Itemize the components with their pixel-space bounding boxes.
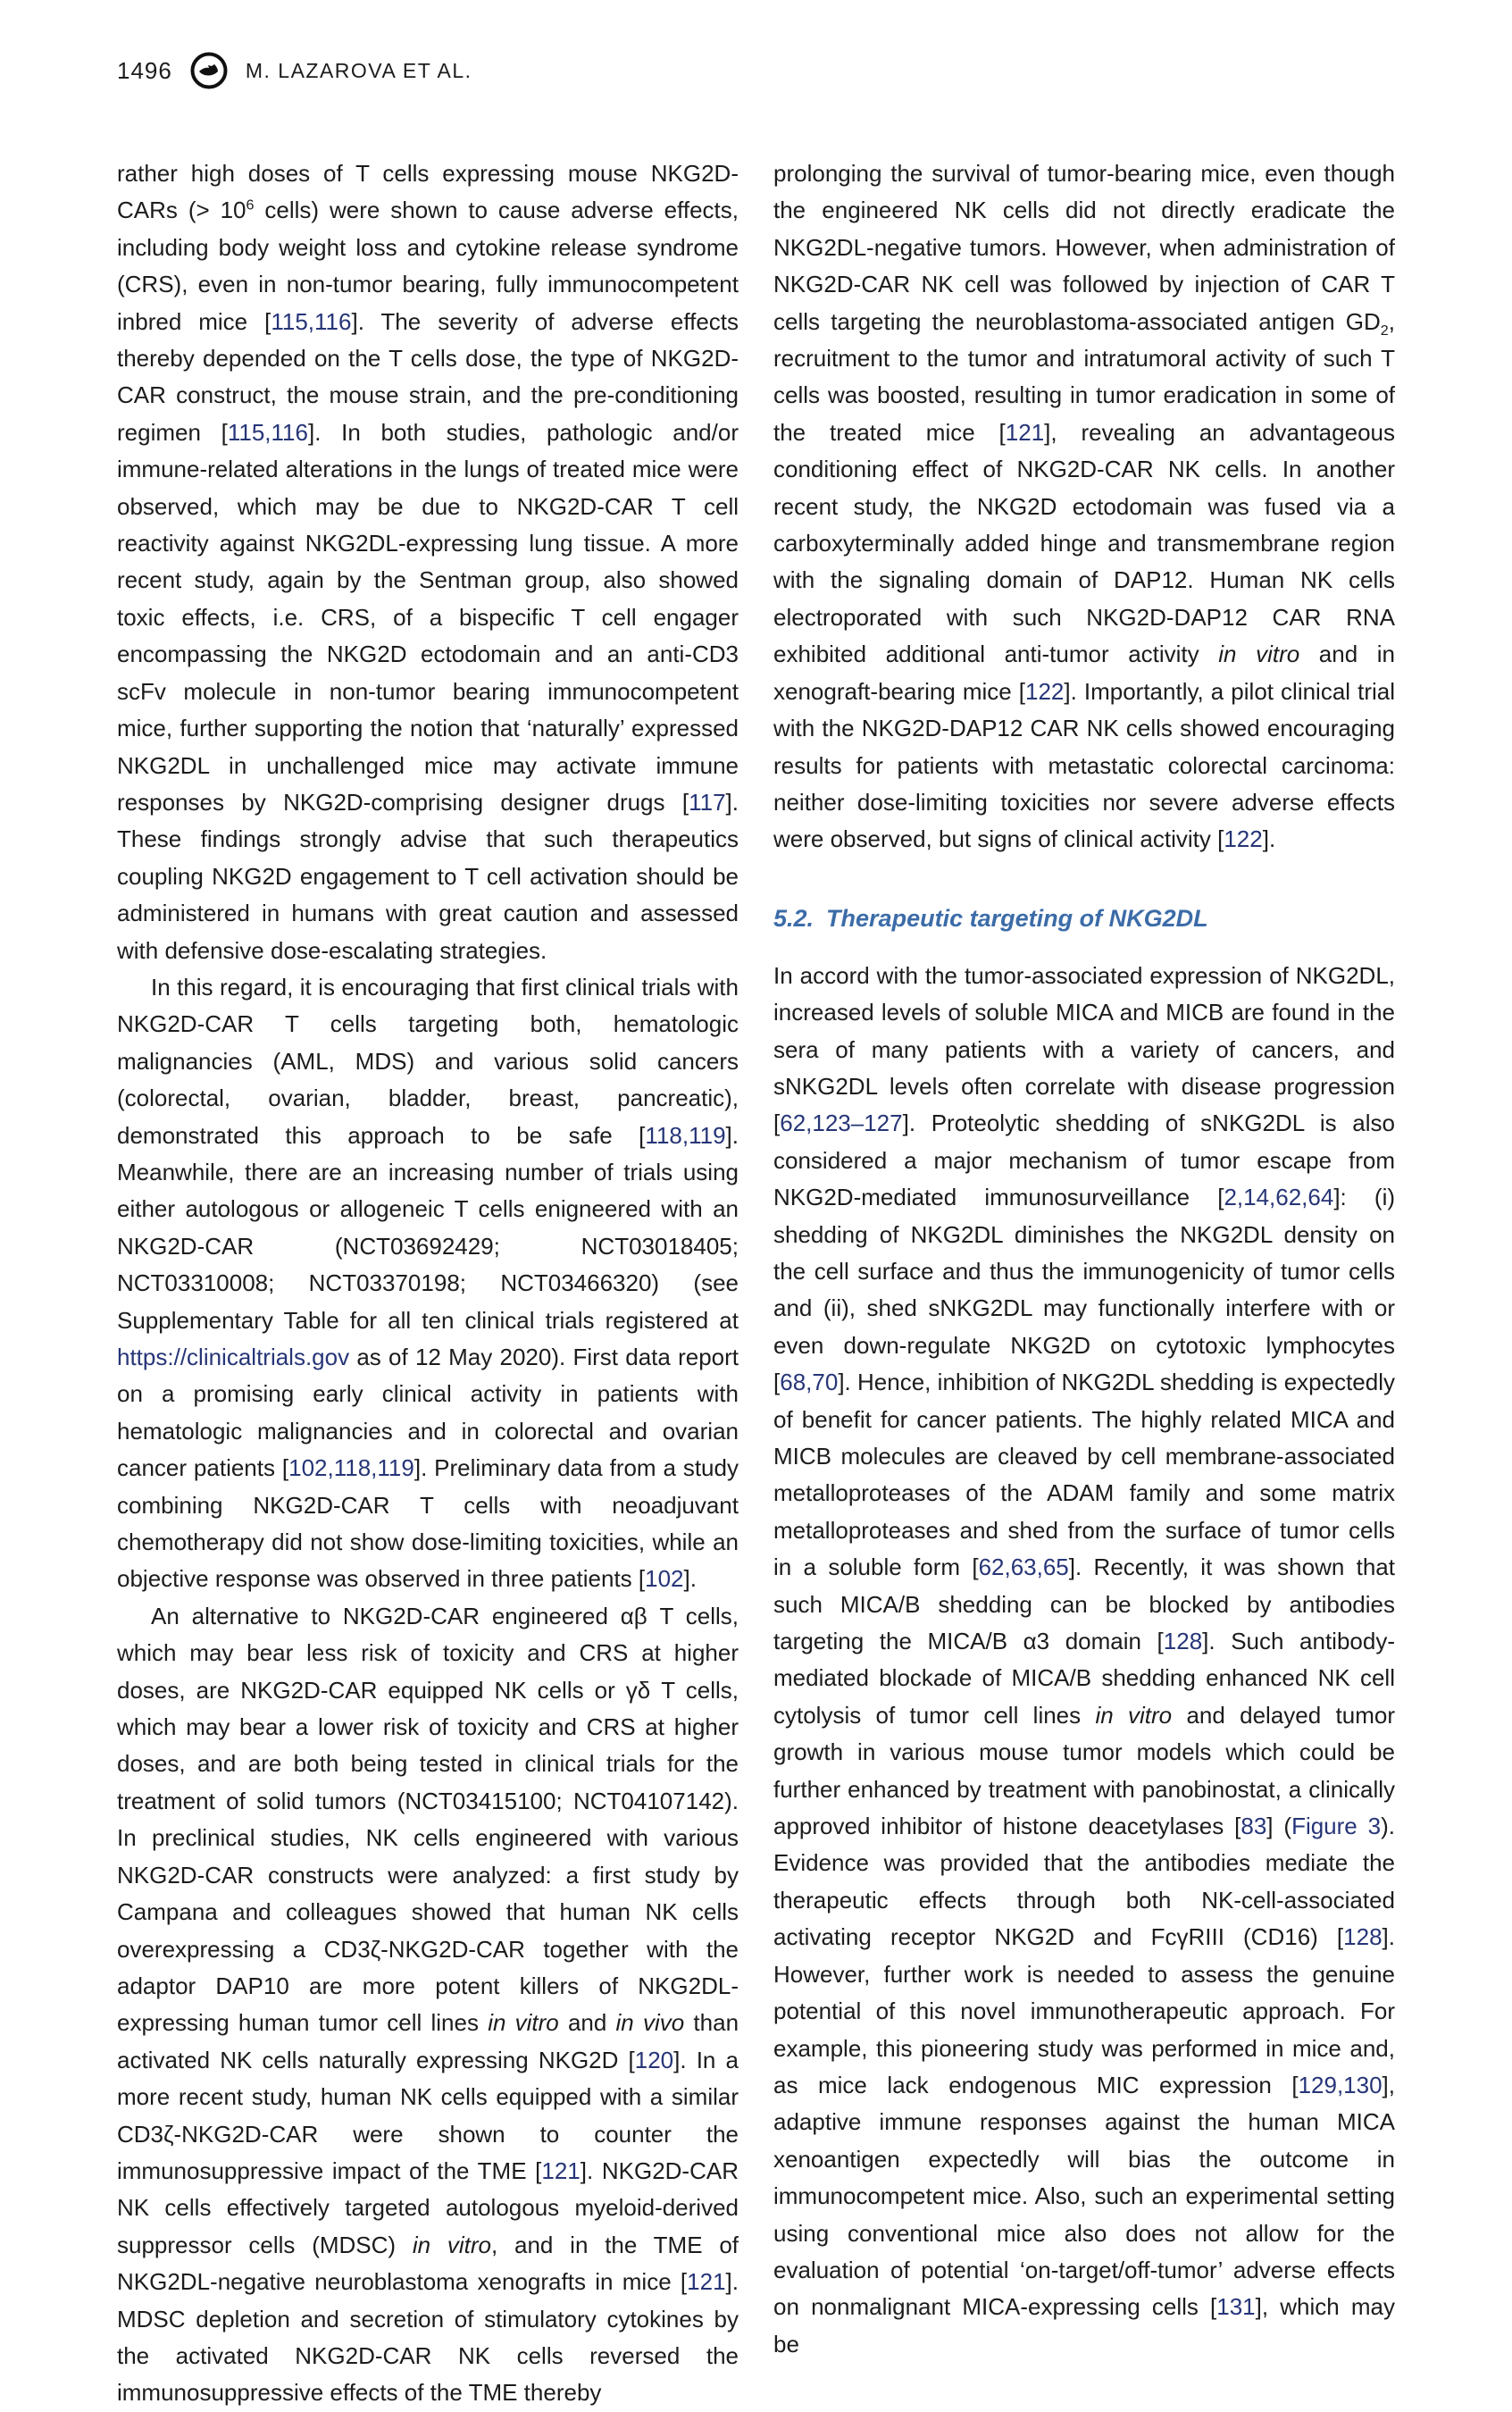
citation-link[interactable]: 62,63,65 — [978, 1554, 1069, 1581]
citation-link[interactable]: 129,130 — [1298, 2071, 1383, 2098]
citation-link[interactable]: 115,116 — [271, 307, 352, 335]
left-column — [117, 155, 739, 2412]
paragraph: An alternative to NKG2D-CAR engineered αβ T cells, which may bear less risk of toxicity and CRS at higher doses, are NKG2D-CAR equipped NK cells or γδ T cells, which may bear a lower risk of toxicity and CRS at higher doses, and are both being tested in clinical trials for the treatment of solid tumors (NCT03415100; NCT04107142). In preclinical studies, NK cells engineered with various NKG2D-CAR constructs were analyzed: a first study by Campana and colleagues showed that human NK cells overexpressing a CD3ζ-NKG2D-CAR together with the adaptor DAP10 are more potent killers of NKG2DL-expressing human tumor cell lines in vitro and in vivo than activated NK cells naturally expressing NKG2D [120]. In a more recent study, human NK cells equipped with a similar CD3ζ-NKG2D-CAR were shown to counter the immunosuppressive impact of the TME [121]. NKG2D-CAR NK cells effectively targeted autologous myeloid-derived suppressor cells (MDSC) in vitro, and in the TME of NKG2DL-negative neuroblastoma xenografts in mice [121]. MDSC depletion and secretion of stimulatory cytokines by the activated NKG2D-CAR NK cells reversed the immunosuppressive effects of the TME thereby — [117, 1602, 739, 2407]
citation-link[interactable]: 122 — [1224, 825, 1263, 853]
paragraph: prolonging the survival of tumor-bearing mice, even though the engineered NK cells did not directly eradicate the NKG2DL-negative tumors. However, when administration of NKG2D-CAR NK cell was followed by injection of CAR T cells targeting the neuroblastoma-associated antigen $GD_2$, recruitment to the tumor and intratumoral activity of such T cells was boosted, resulting in tumor eradication in some of the treated mice [121], revealing an advantageous conditioning effect of NKG2D-CAR NK cells. In another recent study, the NKG2D ectodomain was fused via a carboxyterminally added hinge and transmembrane region with the signaling domain of DAP12. Human NK cells electroporated with such NKG2D-DAP12 CAR RNA exhibited additional anti-tumor activity in vitro and in xenograft-bearing mice [122]. Importantly, a pilot clinical trial with the NKG2D-DAP12 CAR NK cells showed encouraging results for patients with metastatic colorectal carcinoma: neither dose-limiting toxicities nor severe adverse effects were observed, but signs of clinical activity [122]. — [773, 160, 1395, 853]
italic-term: in vitro — [1095, 1701, 1173, 1729]
citation-link[interactable]: 121 — [687, 2268, 726, 2296]
italic-term: in vitro — [488, 2009, 559, 2037]
citation-link[interactable]: 2,14,62,64 — [1224, 1184, 1334, 1211]
superscript: 6 — [246, 197, 255, 214]
italic-term: in vitro — [1218, 641, 1300, 668]
running-head-authors: M. LAZAROVA ET AL. — [245, 58, 472, 82]
section-heading — [773, 903, 1395, 934]
citation-link[interactable]: 128 — [1163, 1628, 1203, 1655]
italic-term: in vivo — [615, 2009, 685, 2037]
paragraph: In accord with the tumor-associated expression of NKG2DL, increased levels of soluble MICA and MICB are found in the sera of many patients with a variety of cancers, and sNKG2DL levels often correlate with disease progression [62,123–127]. Proteolytic shedding of sNKG2DL is also considered a major mechanism of tumor escape from NKG2D-mediated immunosurveillance [2,14,62,64]: (i) shedding of NKG2DL diminishes the NKG2DL density on the cell surface and thus the immunogenicity of tumor cells and (ii), shed sNKG2DL may functionally interfere with or even down-regulate NKG2D on cytotoxic lymphocytes [68,70]. Hence, inhibition of NKG2DL shedding is expectedly of benefit for cancer patients. The highly related MICA and MICB molecules are cleaved by cell membrane-associated metalloproteases of the ADAM family and some matrix metalloproteases and shed from the surface of tumor cells in a soluble form [62,63,65]. Recently, it was shown that such MICA/B shedding can be blocked by antibodies targeting the MICA/B α3 domain [128]. Such antibody-mediated blockade of MICA/B shedding enhanced NK cell cytolysis of tumor cell lines in vitro and delayed tumor growth in various mouse tumor models which could be further enhanced by treatment with panobinostat, a clinically approved inhibitor of histone deacetylases [83] (Figure 3). Evidence was provided that the antibodies mediate the therapeutic effects through both NK-cell-associated activating receptor NKG2D and FcγRIII (CD16) [128]. However, further work is needed to assess the genuine potential of this novel immunotherapeutic approach. For example, this pioneering study was performed in mice and, as mice lack endogenous MIC expression [129,130], adaptive immune responses against the human MICA xenoantigen expectedly will bias the outcome in immunocompetent mice. Also, such an experimental setting using conventional mice also does not allow for the evaluation of potential ‘on-target/off-tumor’ adverse effects on nonmalignant MICA-expressing cells [131], which may be — [773, 961, 1395, 2358]
citation-link[interactable]: 62,123–127 — [780, 1110, 903, 1137]
citation-link[interactable]: 102 — [645, 1565, 684, 1593]
section-title: Therapeutic targeting of NKG2DL — [826, 904, 1208, 932]
paragraph: rather high doses of T cells expressing mouse NKG2D-CARs (> $10^6$ cells) were shown to cause adverse effects, including body weight loss and cytokine release syndrome (CRS), even in non-tumor bearing, fully immunocompetent inbred mice [115,116]. The severity of adverse effects thereby depended on the T cells dose, the type of NKG2D-CAR construct, the mouse strain, and the pre-conditioning regimen [115,116]. In both studies, pathologic and/or immune-related alterations in the lungs of treated mice were observed, which may be due to NKG2D-CAR T cell reactivity against NKG2DL-expressing lung tissue. A more recent study, again by the Sentman group, also showed toxic effects, i.e. CRS, of a bispecific T cell engager encompassing the NKG2D ectodomain and an anti-CD3 scFv molecule in non-tumor bearing immunocompetent mice, further supporting the notion that ‘naturally’ expressed NKG2DL in unchallenged mice may activate immune responses by NKG2D-comprising designer drugs [117]. These findings strongly advise that such therapeutics coupling NKG2D engagement to T cell activation should be administered in humans with great caution and assessed with defensive dose-escalating strategies. — [117, 160, 739, 964]
running-header — [117, 52, 1395, 89]
page-number: 1496 — [117, 56, 172, 84]
citation-link[interactable]: 121 — [1005, 418, 1045, 446]
citation-link[interactable]: 121 — [541, 2157, 581, 2184]
citation-link[interactable]: 122 — [1025, 677, 1065, 705]
citation-link[interactable]: 115,116 — [227, 418, 308, 446]
article-body — [117, 155, 1395, 2412]
citation-link[interactable]: 118,119 — [645, 1121, 726, 1149]
citation-link[interactable]: 68,70 — [780, 1369, 839, 1396]
citation-link[interactable]: 117 — [689, 788, 726, 816]
url-link[interactable]: https://clinicaltrials.gov — [117, 1344, 350, 1370]
citation-link[interactable]: 102,118,119 — [288, 1454, 414, 1482]
paragraph: In this regard, it is encouraging that first clinical trials with NKG2D-CAR T cells targeting both, hematologic malignancies (AML, MDS) and various solid cancers (colorectal, ovarian, bladder, breast, pancreatic), demonstrated this approach to be safe [118,119]. Meanwhile, there are an increasing number of trials using either autologous or allogeneic T cells enigneered with an NKG2D-CAR (NCT03692429; NCT03018405; NCT03310008; NCT03370198; NCT03466320) (see Supplementary Table for all ten clinical trials registered at https://clinicaltrials.gov as of 12 May 2020). First data report on a promising early clinical activity in patients with hematologic malignancies and in colorectal and ovarian cancer patients [102,118,119]. Preliminary data from a study combining NKG2D-CAR T cells with neoadjuvant chemotherapy did not show dose-limiting toxicities, while an objective response was observed in three patients [102]. — [117, 973, 739, 1593]
figure-link[interactable]: Figure 3 — [1291, 1813, 1382, 1840]
publisher-logo-icon — [190, 52, 228, 89]
section-number: 5.2. — [773, 904, 814, 932]
citation-link[interactable]: 128 — [1343, 1923, 1383, 1951]
right-column — [773, 155, 1395, 2412]
citation-link[interactable]: 83 — [1241, 1813, 1267, 1840]
italic-term: in vitro — [412, 2231, 491, 2258]
citation-link[interactable]: 120 — [634, 2046, 674, 2073]
citation-link[interactable]: 131 — [1216, 2293, 1256, 2321]
subscript: 2 — [1380, 322, 1389, 339]
